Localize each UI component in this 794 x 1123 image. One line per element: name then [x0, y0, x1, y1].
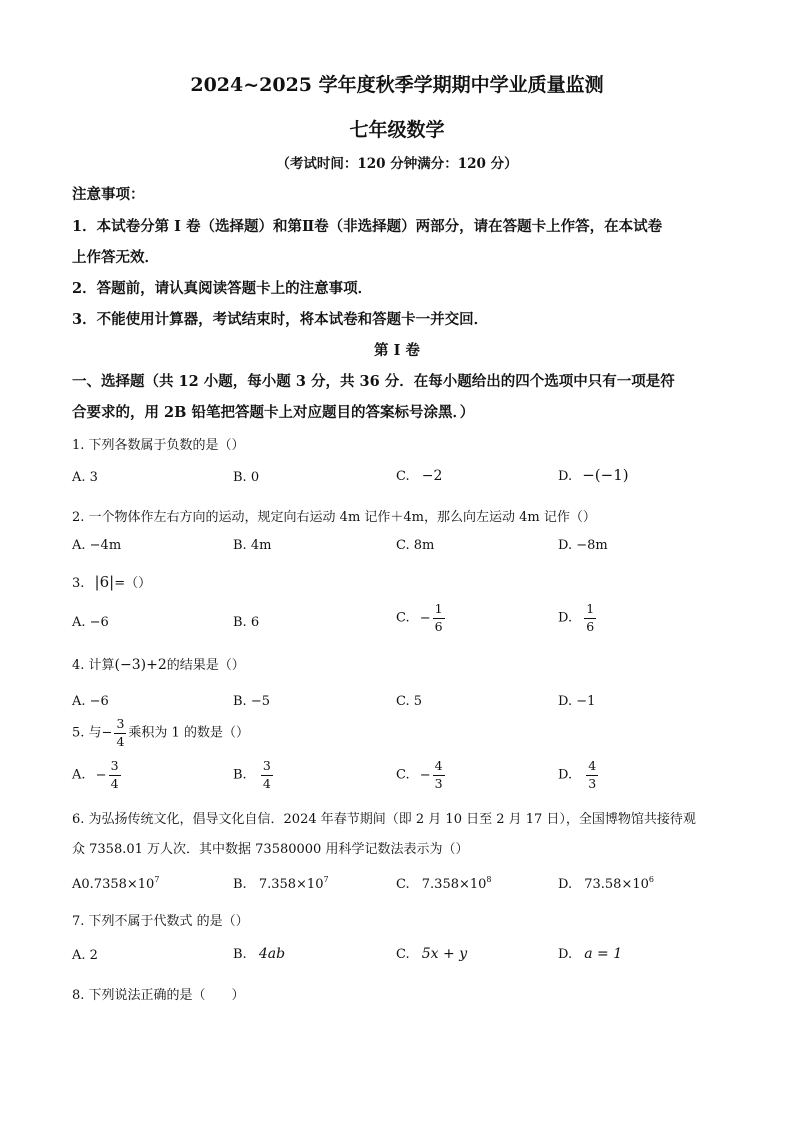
question-suffix: 乘积为 1 的数是（） — [128, 725, 249, 741]
question-6-stem-line-1: 6. 为弘扬传统文化，倡导文化自信．2024 年春节期间（即 2 月 10 日至 2 月 17 日），全国博物馆共接待观 — [72, 812, 696, 827]
question-5-stem — [72, 718, 249, 748]
option-label: D. — [558, 767, 573, 783]
question-6-stem-line-2: 众 7358.01 万人次．其中数据 73580000 用科学记数法表示为（） — [72, 842, 469, 857]
numerator: 3 — [109, 760, 121, 776]
denominator: 6 — [434, 618, 443, 634]
denominator: 3 — [434, 775, 443, 791]
question-6-option-d — [558, 875, 654, 892]
option-label: A. — [72, 767, 86, 783]
question-5-option-b — [233, 760, 275, 790]
scientific-base: 0.7358×10 — [81, 877, 155, 892]
option-label: C. — [396, 767, 410, 783]
question-4-option-a: A. −6 — [72, 694, 109, 709]
notes-heading: 注意事项： — [72, 186, 145, 203]
numerator: 3 — [114, 718, 126, 734]
numerator: 3 — [261, 760, 273, 776]
exam-title: 2024~2025 学年度秋季学期期中学业质量监测 — [190, 74, 604, 96]
question-1-option-b: B. 0 — [233, 470, 260, 485]
question-5-option-c — [396, 760, 447, 790]
question-1-option-c — [396, 468, 442, 484]
exponent: 6 — [648, 875, 654, 884]
question-3-option-a: A. −6 — [72, 615, 109, 630]
option-label: B. — [233, 877, 247, 892]
fraction — [586, 760, 598, 790]
denominator: 4 — [262, 775, 271, 791]
minus-sign: − — [101, 725, 113, 741]
question-2-option-d: D. −8m — [558, 538, 608, 553]
option-label: C. — [396, 469, 410, 484]
exam-subject: 七年级数学 — [349, 119, 445, 141]
minus-sign: − — [95, 767, 107, 783]
option-label: D. — [558, 877, 573, 892]
question-7-option-b — [233, 946, 285, 962]
option-label: D. — [558, 947, 573, 962]
notes-item-3: 3．不能使用计算器，考试结束时，将本试卷和答题卡一并交回． — [72, 311, 489, 328]
fraction — [433, 760, 445, 790]
question-1-option-a: A. 3 — [72, 470, 98, 485]
denominator: 3 — [588, 775, 597, 791]
question-3-option-c — [396, 603, 447, 633]
fraction — [433, 603, 445, 633]
numerator: 1 — [433, 603, 445, 619]
question-6-option-c — [396, 875, 492, 892]
scientific-base: 7.358×10 — [258, 877, 324, 892]
option-label: D. — [558, 469, 573, 484]
minus-sign: − — [419, 610, 431, 626]
numerator: 4 — [433, 760, 445, 776]
option-value: −2 — [421, 468, 443, 484]
denominator: 4 — [116, 733, 125, 749]
question-5-option-a — [72, 760, 123, 790]
exponent: 7 — [154, 875, 160, 884]
option-label: B. — [233, 947, 247, 962]
question-7-option-d — [558, 946, 622, 962]
fraction — [261, 760, 273, 790]
minus-sign: − — [419, 767, 431, 783]
question-2-option-c: C. 8m — [396, 538, 435, 553]
question-3-stem — [72, 572, 151, 591]
option-label: A — [72, 877, 82, 892]
section-heading-line-2: 合要求的，用 2B 铅笔把答题卡上对应题目的答案标号涂黑．） — [72, 404, 475, 421]
question-4-stem — [72, 654, 245, 673]
question-7-stem: 7. 下列不属于代数式 的是（） — [72, 914, 249, 929]
question-2-stem: 2. 一个物体作左右方向的运动，规定向右运动 4m 记作＋4m，那么向左运动 4m 记作（） — [72, 510, 596, 525]
math-expression: |6| — [94, 573, 115, 591]
denominator: 4 — [110, 775, 119, 791]
option-value: −(−1) — [582, 466, 629, 484]
option-label: C. — [396, 610, 410, 626]
scientific-base: 7.358×10 — [421, 877, 487, 892]
volume-heading: 第 I 卷 — [374, 342, 420, 359]
numerator: 1 — [584, 603, 596, 619]
math-expression: (−3)+2 — [114, 657, 167, 673]
fraction — [109, 760, 121, 790]
denominator: 6 — [586, 618, 595, 634]
question-7-option-a: A. 2 — [72, 948, 98, 963]
option-value: 4ab — [258, 946, 286, 962]
option-label: C. — [396, 947, 410, 962]
fraction — [114, 718, 126, 748]
question-1-option-d — [558, 466, 629, 484]
exam-info: （考试时间：120 分钟满分：120 分） — [276, 156, 518, 172]
option-value: a = 1 — [584, 946, 623, 962]
exponent: 8 — [486, 875, 492, 884]
section-heading-line-1: 一、选择题（共 12 小题，每小题 3 分，共 36 分．在每小题给出的四个选项中只有一项是符 — [72, 373, 675, 390]
question-8-stem: 8. 下列说法正确的是（ ） — [72, 988, 245, 1003]
question-suffix: 的结果是（） — [166, 658, 245, 673]
question-6-option-a — [72, 875, 159, 892]
question-4-option-d: D. −1 — [558, 694, 596, 709]
question-prefix: 5. 与 — [72, 725, 102, 741]
scientific-base: 73.58×10 — [584, 877, 649, 892]
question-4-option-b: B. −5 — [233, 694, 270, 709]
notes-item-1-line-2: 上作答无效． — [72, 249, 159, 266]
numerator: 4 — [586, 760, 598, 776]
question-number: 3. — [72, 576, 85, 591]
question-2-option-b: B. 4m — [233, 538, 272, 553]
question-7-option-c — [396, 946, 467, 962]
notes-item-2: 2．答题前，请认真阅读答题卡上的注意事项． — [72, 280, 373, 297]
question-3-option-d — [558, 603, 598, 633]
notes-item-1-line-1: 1．本试卷分第 I 卷（选择题）和第Ⅱ卷（非选择题）两部分，请在答题卡上作答，在本试卷 — [72, 218, 663, 235]
option-label: D. — [558, 610, 573, 626]
option-value: 5x + y — [421, 946, 468, 962]
option-label: B. — [233, 767, 247, 783]
question-6-option-b — [233, 875, 329, 892]
option-label: C. — [396, 877, 410, 892]
question-3-option-b: B. 6 — [233, 615, 260, 630]
fraction — [584, 603, 596, 633]
question-5-option-d — [558, 760, 600, 790]
question-2-option-a: A. −4m — [72, 538, 122, 553]
exponent: 7 — [323, 875, 329, 884]
question-4-option-c: C. 5 — [396, 694, 423, 709]
question-prefix: 4. 计算 — [72, 658, 115, 673]
question-1-stem: 1. 下列各数属于负数的是（） — [72, 438, 245, 453]
question-suffix: =（） — [114, 576, 152, 591]
